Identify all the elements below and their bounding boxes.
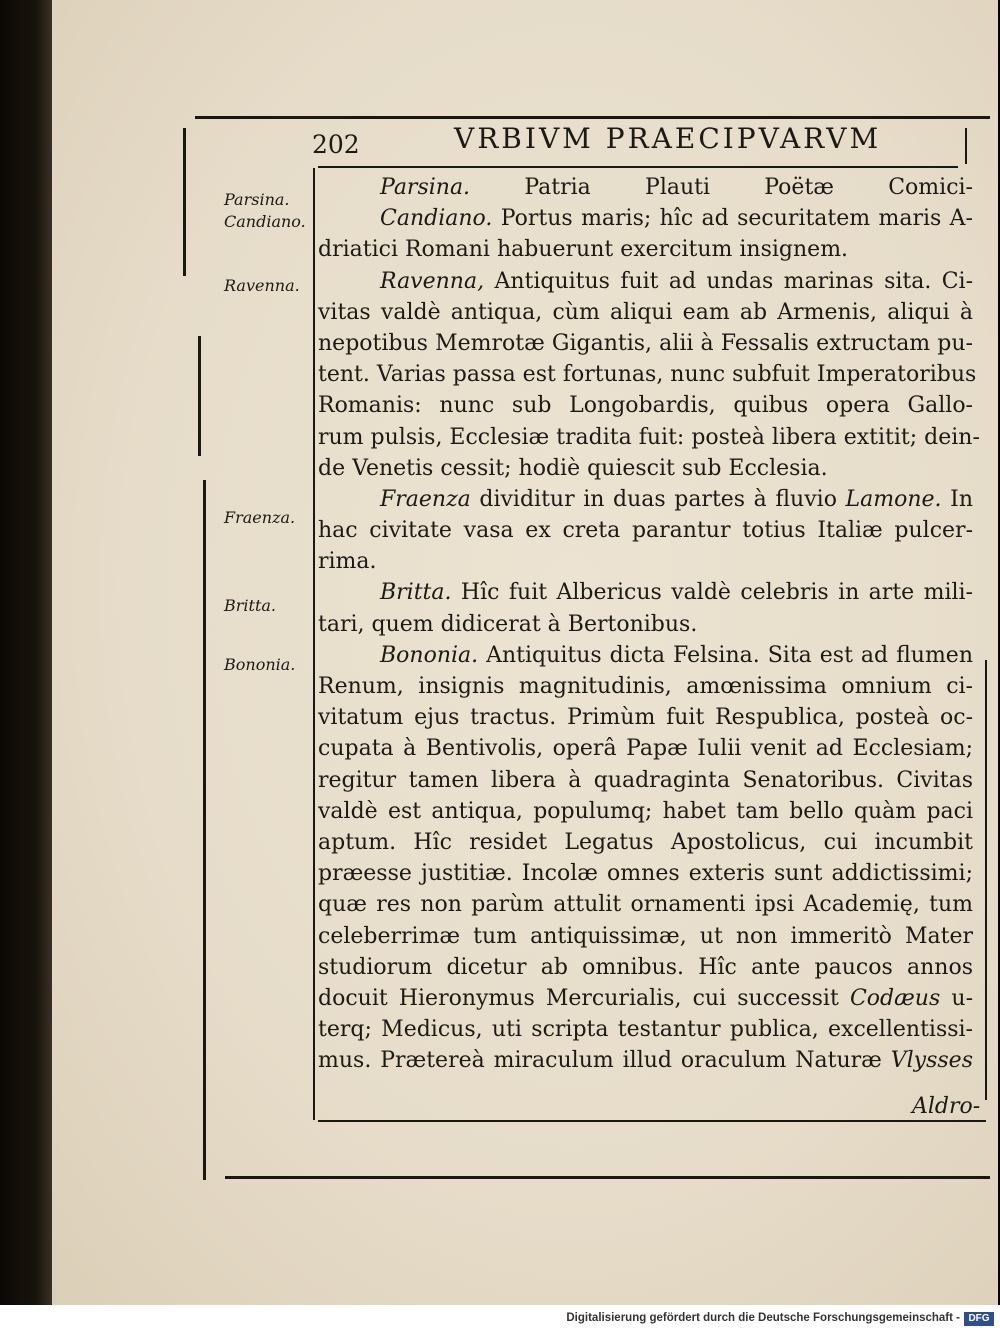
footer-credit: Digitalisierung gefördert durch die Deutsche Forschungsgemeinschaft -	[566, 1312, 960, 1324]
italic-term: Lamone.	[845, 486, 942, 512]
text-run: Romanis: nunc sub Longobardis, quibus opera Gallo-	[318, 393, 973, 419]
text-line	[318, 640, 973, 671]
italic-term: Britta.	[380, 580, 452, 606]
text-run: terq; Medicus, uti scripta testantur publica, excellentissi-	[318, 1017, 973, 1043]
text-run: Renum, insignis magnitudinis, amœnissima omnium ci-	[318, 674, 973, 699]
text-line	[318, 390, 973, 421]
text-line	[318, 546, 973, 577]
text-line	[318, 702, 973, 733]
text-line	[318, 297, 973, 328]
right-rule	[985, 660, 987, 1100]
text-line	[318, 671, 973, 702]
right-rule-top	[965, 128, 967, 164]
text-line	[318, 952, 973, 983]
text-run: tent. Varias passa est fortunas, nunc subfuit Imperatoribus	[318, 362, 977, 388]
text-run: vitatum ejus tractus. Primùm fuit Respublica, posteà oc-	[318, 705, 973, 731]
text-line	[318, 172, 973, 203]
dfg-logo: DFG	[964, 1312, 994, 1326]
text-run: Hîc fuit Albericus valdè celebris in arte mili-	[451, 580, 973, 606]
text-run: mus. Prætereà miraculum illud oraculum Naturæ	[318, 1048, 891, 1074]
text-run: dividitur in duas partes à fluvio	[470, 486, 846, 512]
text-line	[318, 234, 973, 265]
text-line	[318, 765, 973, 796]
text-run: præesse justitiæ. Incolæ omnes exteris sunt addictissimi;	[318, 861, 973, 887]
text-run: Portus maris; hîc ad securitatem maris A-	[492, 206, 973, 232]
text-line	[318, 328, 973, 359]
text-run: rum pulsis, Ecclesiæ tradita fuit: posteà libera extitit; dein-	[318, 424, 980, 450]
text-run: studiorum dicetur ab omnibus. Hîc ante paucos annos	[318, 954, 973, 980]
italic-term: Vlysses	[890, 1048, 973, 1074]
text-line	[318, 1014, 973, 1045]
bottom-inner-rule	[318, 1120, 986, 1122]
text-run: quæ res non parùm attulit ornamenti ipsi Academię, tum	[318, 892, 973, 918]
left-rule-3	[203, 480, 206, 1180]
text-line	[318, 515, 973, 546]
text-run: de Venetis cessit; hodiè quiescit sub Ecclesia.	[318, 455, 828, 481]
text-run: hac civitate vasa ex creta parantur totius Italiæ pulcer-	[318, 518, 973, 544]
text-line	[318, 733, 973, 764]
book-gutter	[0, 0, 52, 1305]
text-run: regitur tamen libera à quadraginta Senatoribus. Civitas	[318, 767, 973, 793]
italic-term: Ravenna,	[380, 268, 485, 294]
text-line	[318, 203, 973, 234]
text-line	[318, 921, 973, 952]
text-line	[318, 983, 973, 1014]
text-line	[318, 796, 973, 827]
text-run: vitas valdè antiqua, cùm aliqui eam ab Armenis, aliqui à	[318, 299, 973, 325]
left-rule-1	[183, 128, 186, 276]
text-run: Antiquitus dicta Felsina. Sita est ad flumen	[478, 642, 973, 668]
text-run: Antiquitus fuit ad undas marinas sita. Ci-	[484, 268, 973, 294]
margin-note: Candiano.	[224, 212, 306, 231]
text-line	[318, 359, 977, 390]
body-text	[318, 172, 980, 1076]
page-header	[312, 118, 952, 162]
left-rule-2	[198, 336, 201, 456]
italic-term: Codæus	[849, 985, 941, 1011]
text-line	[318, 577, 973, 608]
text-line	[318, 453, 973, 484]
margin-note: Britta.	[224, 596, 277, 615]
text-run: rima.	[318, 549, 377, 575]
digitization-footer	[0, 1305, 1000, 1332]
text-run: docuit Hieronymus Mercurialis, cui successit	[318, 985, 850, 1011]
margin-note: Bononia.	[224, 655, 296, 674]
text-run: In	[941, 486, 973, 512]
text-run: valdè est antiqua, populumq; habet tam bello quàm paci	[318, 798, 973, 824]
italic-term: Candiano.	[380, 206, 493, 232]
text-line	[318, 827, 973, 858]
text-run: nepotibus Memrotæ Gigantis, alii à Fessalis extructam pu-	[318, 330, 973, 356]
page-number: 202	[312, 130, 360, 159]
text-line	[318, 1045, 973, 1076]
header-rule	[318, 166, 958, 168]
text-column-rule	[313, 168, 315, 1120]
text-run: driatici Romani habuerunt exercitum insignem.	[318, 237, 849, 263]
running-head: VRBIVM PRAECIPVARVM	[454, 122, 882, 155]
text-line	[318, 858, 973, 889]
text-run: Patria Plauti Poëtæ Comici-	[470, 175, 973, 200]
text-run: aptum. Hîc residet Legatus Apostolicus, cui incumbit	[318, 829, 973, 855]
text-line	[318, 609, 973, 640]
bottom-rule	[225, 1176, 990, 1179]
text-run: celeberrimæ tum antiquissimæ, ut non immeritò Mater	[318, 923, 973, 949]
text-run: cupata à Bentivolis, operâ Papæ Iulii venit ad Ecclesiam;	[318, 736, 973, 762]
text-run: tari, quem didicerat à Bertonibus.	[318, 611, 698, 637]
text-line	[318, 422, 980, 453]
margin-note: Parsina.	[224, 190, 290, 209]
italic-term: Bononia.	[380, 642, 479, 668]
catchword: Aldro-	[912, 1094, 981, 1119]
margin-note: Ravenna.	[224, 276, 300, 295]
italic-term: Parsina.	[380, 175, 471, 200]
text-line	[318, 266, 973, 297]
text-line	[318, 889, 973, 920]
italic-term: Fraenza	[380, 486, 471, 512]
text-line	[318, 484, 973, 515]
text-run: u-	[940, 985, 973, 1011]
margin-note: Fraenza.	[224, 508, 296, 527]
